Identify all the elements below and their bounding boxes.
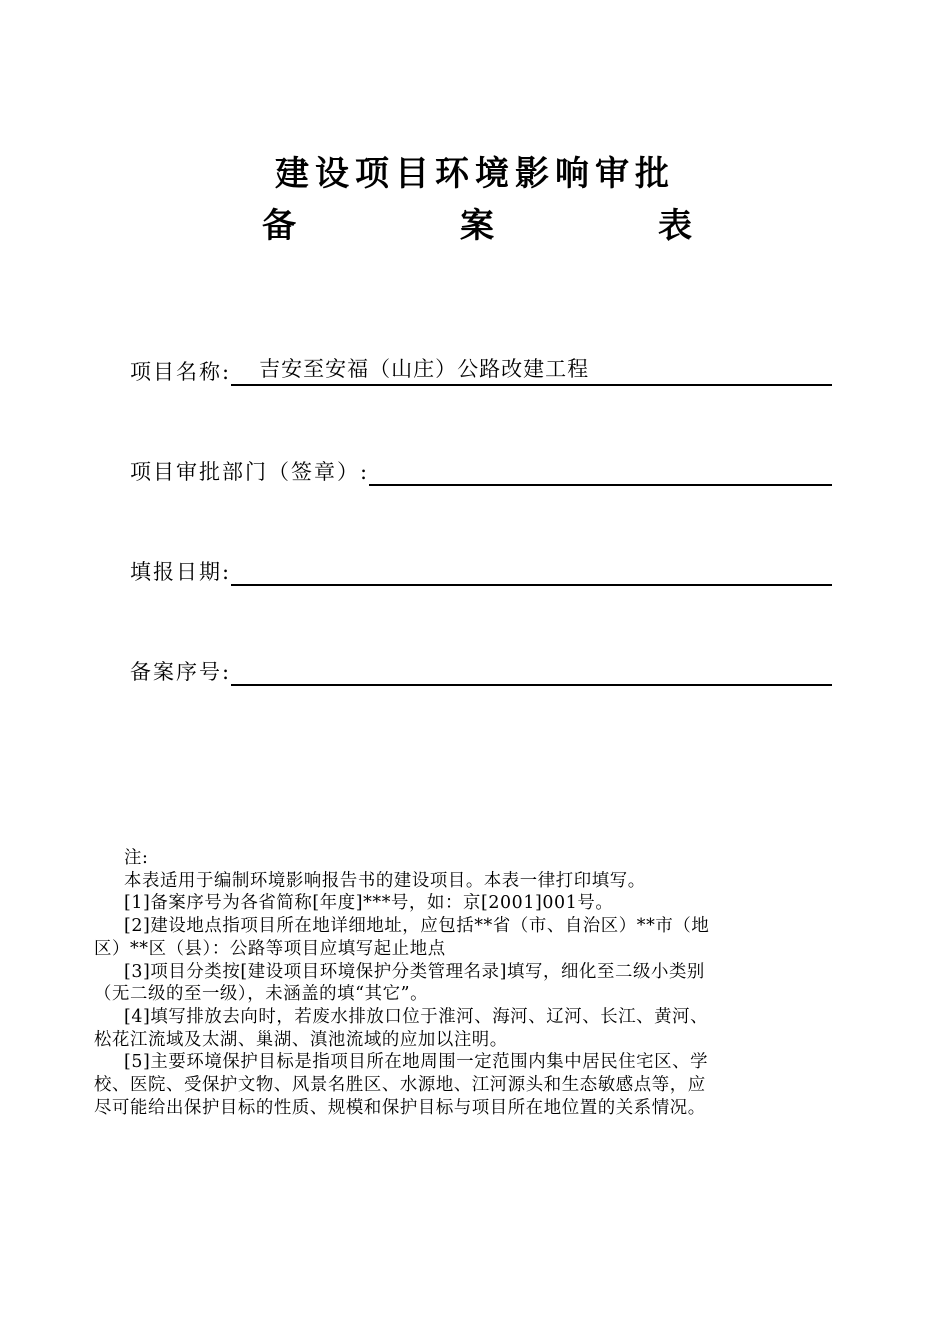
note-line: 区）**区（县）：公路等项目应填写起止地点 [94,938,446,959]
fill-date-row [130,552,832,586]
note-line: [5]主要环境保护目标是指项目所在地周围一定范围内集中居民住宅区、学 [124,1052,709,1073]
form-subtitle [262,204,692,248]
project-name-label: 项目名称: [130,360,232,384]
project-name-row [130,352,832,386]
record-number-row [130,652,832,686]
note-line: [1]备案序号为各省简称[年度]***号，如：京[2001]001号。 [124,893,614,914]
subtitle-char: 案 [460,206,494,246]
note-line: 校、医院、受保护文物、风景名胜区、水源地、江河源头和生态敏感点等，应 [94,1075,706,1096]
record-number-field[interactable] [231,656,832,686]
notes-heading: 注: [124,848,149,868]
notes-section [94,847,858,1119]
approval-dept-label: 项目审批部门（签章）: [130,460,370,484]
note-line: [4]填写排放去向时，若废水排放口位于淮河、海河、辽河、长江、黄河、 [124,1006,709,1027]
note-line: 尽可能给出保护目标的性质、规模和保护目标与项目所在地位置的关系情况。 [94,1097,706,1118]
approval-dept-row [130,452,832,486]
note-line: （无二级的至一级），未涵盖的填“其它”。 [94,984,429,1005]
note-line: [2]建设地点指项目所在地详细地址，应包括**省（市、自治区）**市（地 [124,916,710,937]
note-line: [3]项目分类按[建设项目环境保护分类管理名录]填写，细化至二级小类别 [124,961,705,982]
note-line: 本表适用于编制环境影响报告书的建设项目。本表一律打印填写。 [124,870,646,891]
form-title: 建设项目环境影响审批 [275,154,675,194]
project-name-field[interactable]: 吉安至安福（山庄）公路改建工程 [231,356,832,386]
record-number-label: 备案序号: [130,660,232,684]
subtitle-char: 备 [262,206,296,246]
note-line: 松花江流域及太湖、巢湖、滇池流域的应加以注明。 [94,1029,508,1050]
fill-date-field[interactable] [231,556,832,586]
subtitle-char: 表 [658,206,692,246]
approval-dept-field[interactable] [369,456,832,486]
fill-date-label: 填报日期: [130,560,232,584]
